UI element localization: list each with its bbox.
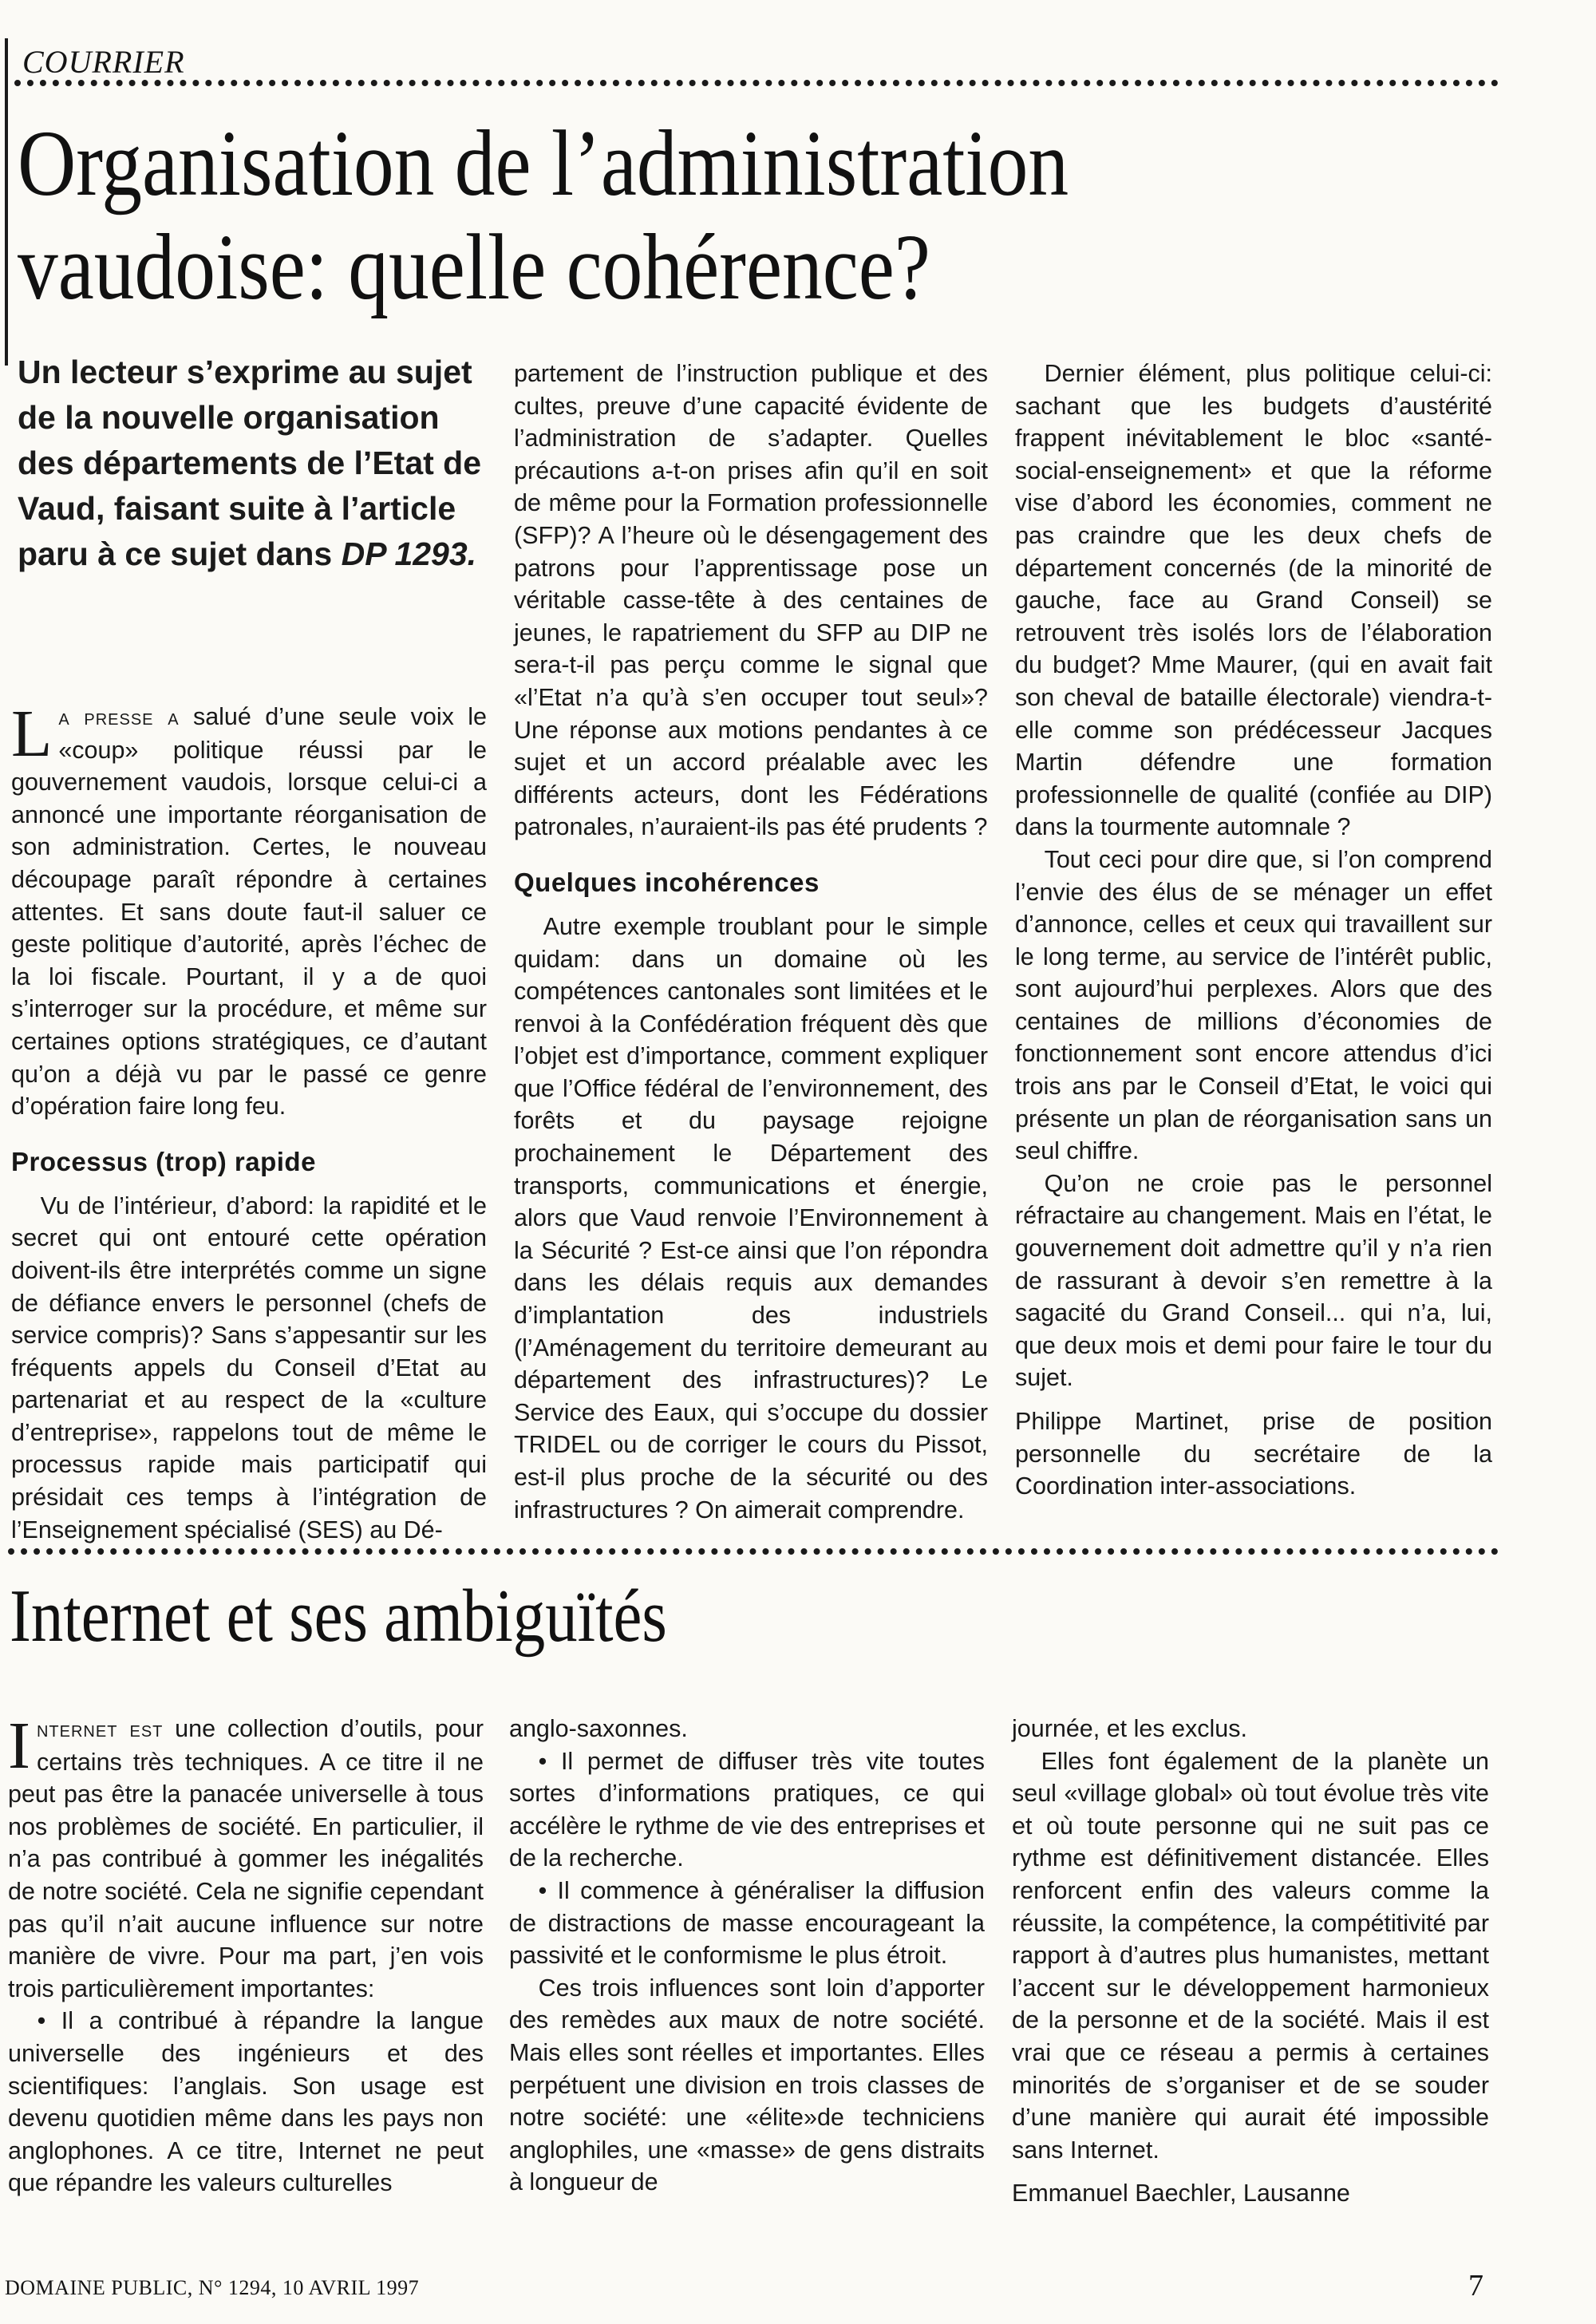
article1-col1-paragraph-1 [11,697,487,1123]
article1-col3-paragraph-1: Dernier élément, plus politique celui-ci: sachant que les budgets d’austérité frappent inévitablement le bloc «santé-social-enseignement» et que la réforme vise d’abord les économies, comment ne pas craindre que les deux chefs de département concernés (de la minorité de gauche, face au Grand Conseil) se retrouvent très isolés lors de l’élaboration du budget? Mme Maurer, (qui en avait fait son cheval de bataille électorale) viendra-t-elle comme son prédécesseur Jacques Martin défendre une formation professionnelle de qualité (confiée au DIP) dans la tourmente automnale ? [1015,360,1492,841]
article1-heading-incoherences: Quelques incohérences [514,867,820,897]
article2-col3-paragraph-1: journée, et les exclus. [1012,1715,1247,1742]
left-rule [5,38,8,366]
top-dotted-rule [14,80,1499,86]
article2-column-2 [509,1713,985,2199]
article1-title-line2: vaudoise: quelle cohérence? [18,215,930,319]
article1-column-1 [11,697,487,1546]
article2-dropcap: I [8,1709,30,1783]
article2-col2-paragraph-2: • Il permet de diffuser très vite toutes sortes d’informations pratiques, ce qui accélère le rythme de vie des entreprises et de la recherche. [509,1747,985,1872]
article2-column-3 [1012,1713,1489,2210]
article1-lead-ref: DP 1293. [341,536,477,572]
article1-smallcaps: a presse a [58,705,180,729]
article2-col2-paragraph-1: anglo-saxonnes. [509,1715,688,1742]
article1-title [18,112,1493,319]
article2-col3-paragraph-2: Elles font également de la planète un seul «village global» où tout évolue très vite et où toute personne qui ne suit pas ce rythme est définitivement distancée. Elles renforcent enfin des valeurs comme la réussite, la compétence, la compétitivité par rapport à d’autres plus humanistes, mettant l’accent sur le développement harmonieux de la personne et de la société. Mais il est vrai que ce réseau a permis à certaines minorités de s’organiser et de se souder d’une manière qui aurait été impossible sans Internet. [1012,1747,1489,2164]
publication-footer: DOMAINE PUBLIC, N° 1294, 10 AVRIL 1997 [5,2276,420,2299]
article1-column-2 [514,358,988,1526]
section-rubric: COURRIER [22,44,185,80]
article1-lead-text: Un lecteur s’exprime au sujet de la nouvelle organisation des départements de l’Etat de Vaud, faisant suite à l’article paru à ce sujet dans [18,354,482,572]
article1-signature: Philippe Martinet, prise de position personnelle du secrétaire de la Coordination inter-associations. [1015,1408,1492,1500]
article1-title-line1: Organisation de l’administration [18,111,1069,215]
article2-signature: Emmanuel Baechler, Lausanne [1012,2180,1350,2207]
article2-smallcaps: nternet est [36,1717,164,1741]
article1-column-3 [1015,358,1492,1503]
article1-col1-paragraph-2: Vu de l’intérieur, d’abord: la rapidité et le secret qui ont entouré cette opération doivent-ils être interprétés comme un signe de défiance envers le personnel (chefs de service compris)? Sans s’appesantir sur les fréquents appels du Conseil d’Etat au partenariat et au respect de la «culture d’entreprise», rappelons tout de même le processus rapide mais participatif qui présidait ces temps à l’intégration de l’Enseignement spécialisé (SES) au Dé- [11,1192,487,1543]
article1-col1-p1-text: salué d’une seule voix le «coup» politique réussi par le gouvernement vaudois, lorsque celui-ci a annoncé une importante réorganisation de son administration. Certes, le nouveau découpage paraît répondre à certaines attentes. Et sans doute faut-il saluer ce geste politique d’autorité, après l’échec de la loi fiscale. Pourtant, il y a de quoi s’interroger sur la procédure, et même sur certaines options stratégiques, ce d’autant qu’on a déjà vu par le passé ce genre d’opération faire long feu. [11,703,487,1120]
middle-dotted-rule [8,1548,1499,1555]
article2-col1-paragraph-1 [8,1709,484,2005]
article2-col2-paragraph-3: • Il commence à généraliser la diffusion de distractions de masse encourageant la passivité et le conformisme le plus étroit. [509,1876,985,1970]
article2-col2-paragraph-4: Ces trois influences sont loin d’apporter des remèdes aux maux de notre société. Mais elles sont réelles et importantes. Elles perpétuent une division en trois classes de notre société: une «élite»de techniciens anglophiles, une «masse» de gens distraits à longueur de [509,1974,985,2196]
article1-heading-processus: Processus (trop) rapide [11,1146,316,1176]
article1-lead [18,350,488,577]
article1-col2-paragraph-2: Autre exemple troublant pour le simple quidam: dans un domaine où les compétences cantonales sont limitées et le renvoi à la Confédération fréquent dès que l’objet est d’importance, comment expliquer que l’Office fédéral de l’environnement, des forêts et du paysage rejoigne prochainement le Département des transports, communications et énergie, alors que Vaud renvoie l’Environnement à la Sécurité ? Est-ce ainsi que l’on répondra dans les délais requis aux demandes d’implantation des industriels (l’Aménagement du territoire demeurant au département des infrastructures)? Le Service des Eaux, qui s’occupe du dossier TRIDEL ou de corriger le cours du Pissot, est-il plus proche de la sécurité ou des infrastructures ? On aimerait comprendre. [514,912,988,1524]
article1-col2-paragraph-1: partement de l’instruction publique et des cultes, preuve d’une capacité évidente de l’administration de s’adapter. Quelles précautions a-t-on prises afin qu’il en soit de même pour la Formation professionnelle (SFP)? A l’heure où le désengagement des patrons pour l’apprentissage pose un véritable casse-tête à des centaines de jeunes, le rapatriement du SFP au DIP ne sera-t-il pas perçu comme le signal que «l’Etat n’a qu’à s’en occuper tout seul»? Une réponse aux motions pendantes à ce sujet et un accord préalable avec les différents acteurs, dont les Fédérations patronales, n’auraient-ils pas été prudents ? [514,360,988,841]
article2-column-1 [8,1709,484,2200]
article1-col3-paragraph-3: Qu’on ne croie pas le personnel réfractaire au changement. Mais en l’état, le gouvernement doit admettre qu’il y n’a rien de rassurant à devoir s’en remettre à la sagacité du Grand Conseil... qui n’a, lui, que deux mois et demi pour faire le tour du sujet. [1015,1169,1492,1392]
article1-col3-paragraph-2: Tout ceci pour dire que, si l’on comprend l’envie des élus de se ménager un effet d’annonce, celles et ceux qui travaillent sur le long terme, au service de l’intérêt public, sont aujourd’hui perplexes. Alors que des centaines de millions d’économies de fonctionnement sont encore attendus d’ici trois ans par le Conseil d’Etat, le voici qui présente un plan de réorganisation sans un seul chiffre. [1015,845,1492,1165]
article2-col1-paragraph-2: • Il a contribué à répandre la langue universelle des ingénieurs et des scientifiques: l’anglais. Son usage est devenu quotidien même dans les pays non anglophones. A ce titre, Internet ne peut que répandre les valeurs culturelles [8,2007,484,2197]
article2-title: Internet et ses ambiguïtés [10,1575,667,1658]
page-number: 7 [1468,2269,1483,2302]
article1-dropcap: L [11,697,53,771]
article2-col1-p1-text: une collection d’outils, pour certains très techniques. A ce titre il ne peut pas être la panacée universelle à tous nos problèmes de société. En particulier, il n’a pas contribué à gommer les inégalités de notre société. Cela ne signifie cependant pas qu’il n’ait aucune influence sur notre manière de vivre. Pour ma part, j’en vois trois particulièrement importantes: [8,1715,484,2002]
